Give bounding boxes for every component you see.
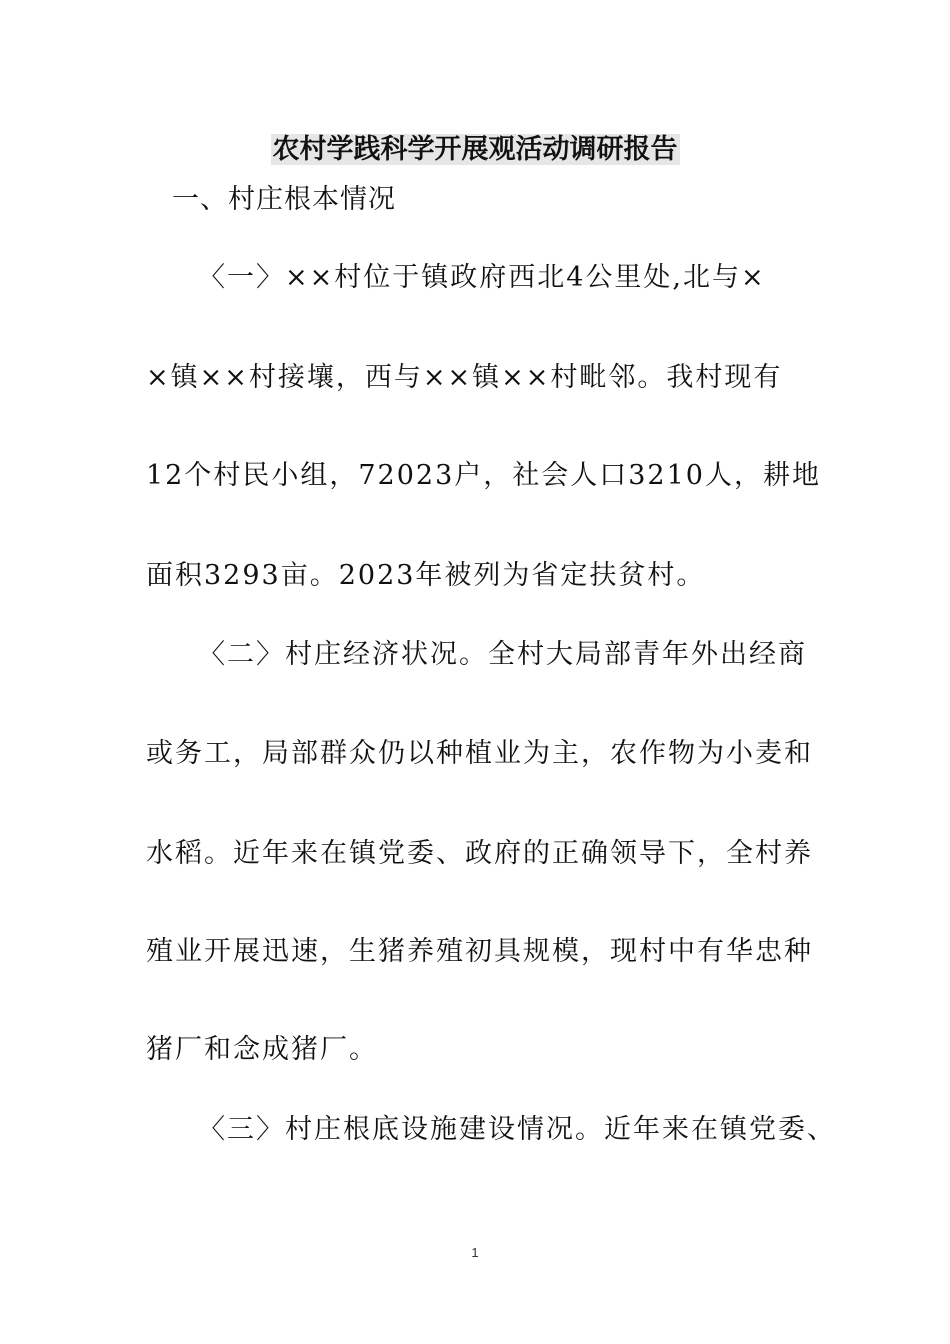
paragraph-line: 水稻。近年来在镇党委、政府的正确领导下，全村养	[146, 838, 813, 869]
paragraph-line: 面积3293亩。2023年被列为省定扶贫村。	[146, 560, 706, 591]
page-number: 1	[471, 1245, 479, 1260]
document-title-text: 农村学践科学开展观活动调研报告	[272, 134, 678, 165]
paragraph-line: 〈一〉××村位于镇政府西北4公里处,北与×	[198, 262, 766, 293]
paragraph-line: 〈二〉村庄经济状况。全村大局部青年外出经商	[198, 639, 807, 670]
document-title	[0, 130, 950, 170]
section-heading: 一、村庄根本情况	[172, 184, 396, 215]
paragraph-line: 〈三〉村庄根底设施建设情况。近年来在镇党委、	[198, 1114, 836, 1145]
paragraph-line: 或务工，局部群众仍以种植业为主，农作物为小麦和	[146, 738, 813, 769]
paragraph-line: 12个村民小组，72023户，社会人口3210人，耕地	[146, 460, 821, 491]
paragraph-line: 殖业开展迅速，生猪养殖初具规模，现村中有华忠种	[146, 936, 813, 967]
paragraph-line: 猪厂和念成猪厂。	[146, 1034, 378, 1065]
paragraph-line: ×镇××村接壤，西与××镇××村毗邻。我村现有	[146, 362, 783, 393]
